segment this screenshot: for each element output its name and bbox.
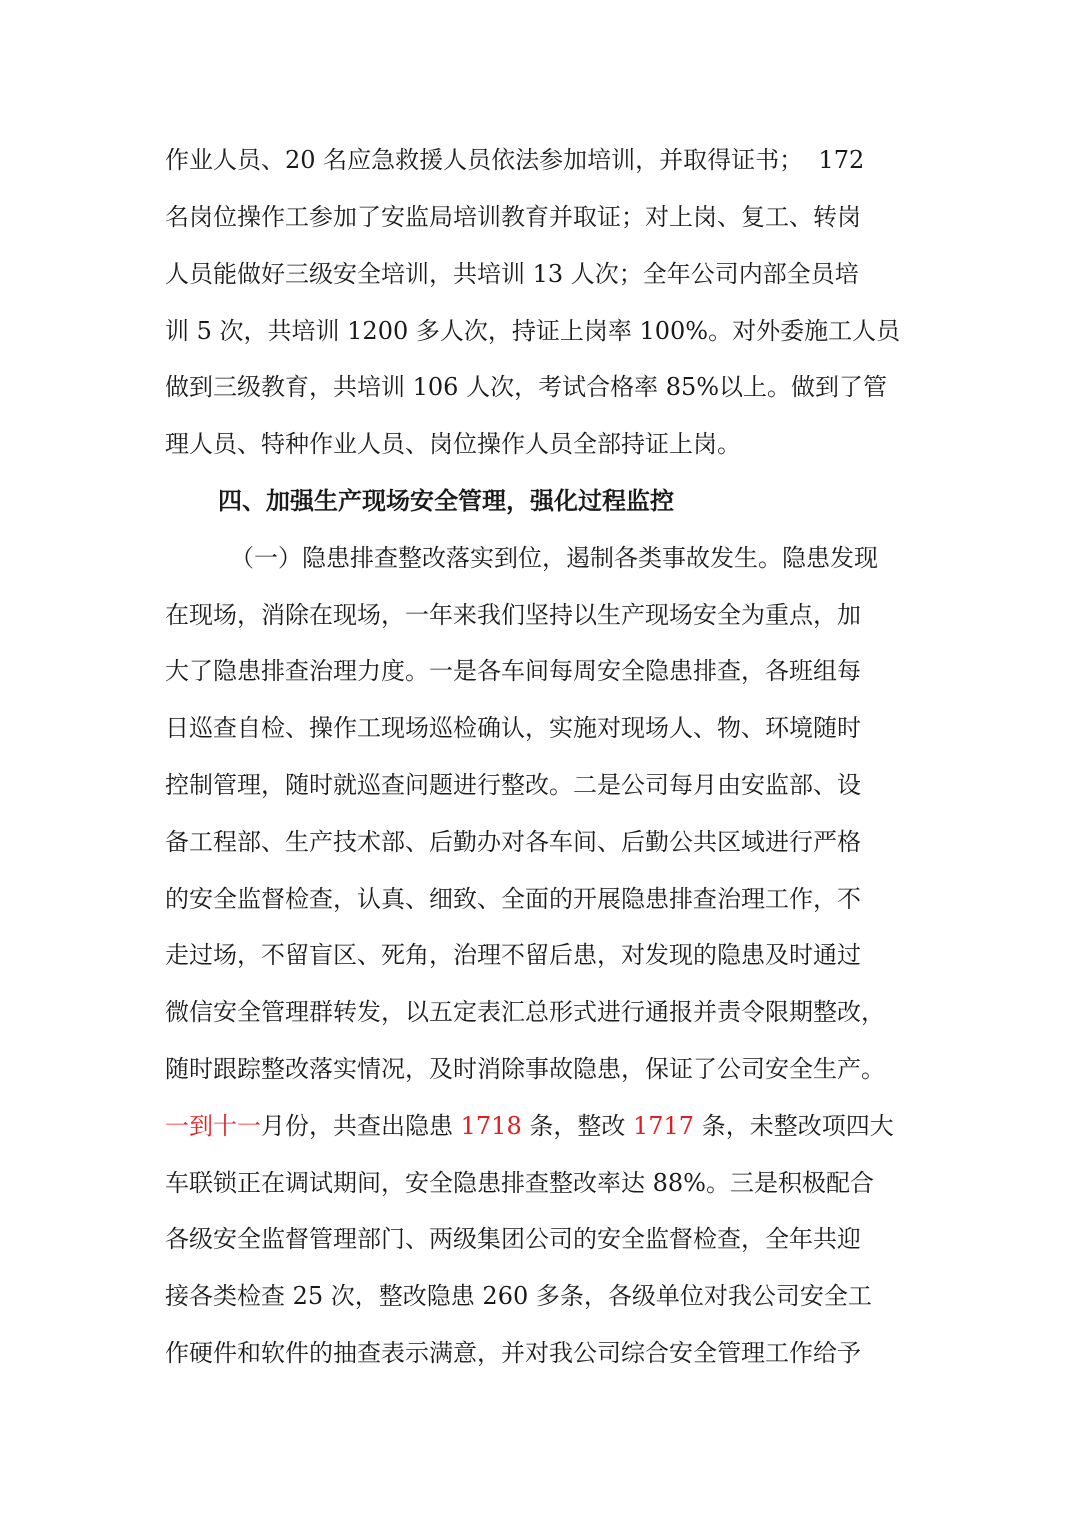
text-line bbox=[165, 197, 900, 237]
text-line-content: 日巡查自检、操作工现场巡检确认，实施对现场人、物、环境随时 bbox=[165, 714, 861, 742]
text-line-content: 各级安全监督管理部门、两级集团公司的安全监督检查，全年共迎 bbox=[165, 1225, 861, 1253]
text-line bbox=[165, 140, 900, 180]
text-line bbox=[165, 1219, 900, 1259]
text-line-content: 的安全监督检查，认真、细致、全面的开展隐患排查治理工作，不 bbox=[165, 885, 861, 913]
text-line bbox=[165, 992, 900, 1032]
text-line bbox=[165, 424, 900, 464]
text-line-content: 作硬件和软件的抽查表示满意，并对我公司综合安全管理工作给予 bbox=[165, 1339, 861, 1367]
text-line bbox=[165, 1049, 900, 1089]
text-line-content: 备工程部、生产技术部、后勤办对各车间、后勤公共区域进行严格 bbox=[165, 828, 861, 856]
text-line-content: 接各类检查 25 次，整改隐患 260 多条，各级单位对我公司安全工 bbox=[165, 1282, 872, 1310]
text-line bbox=[165, 1333, 900, 1373]
text-line bbox=[230, 538, 900, 578]
text-line bbox=[165, 1276, 900, 1316]
text-line-content: 理人员、特种作业人员、岗位操作人员全部持证上岗。 bbox=[165, 430, 741, 458]
text-line-content: 在现场，消除在现场，一年来我们坚持以生产现场安全为重点，加 bbox=[165, 601, 861, 629]
text-line bbox=[165, 595, 900, 635]
highlight-text: 一到十一 bbox=[165, 1112, 261, 1140]
text-line bbox=[165, 367, 900, 407]
text-line-content: 微信安全管理群转发，以五定表汇总形式进行通报并责令限期整改， bbox=[165, 998, 885, 1026]
text-line bbox=[165, 935, 900, 975]
text-line-content: 大了隐患排查治理力度。一是各车间每周安全隐患排查，各班组每 bbox=[165, 657, 861, 685]
text-segment: 条，未整改项四大 bbox=[694, 1112, 894, 1140]
text-line-content: 车联锁正在调试期间，安全隐患排查整改率达 88%。三是积极配合 bbox=[165, 1169, 874, 1197]
text-line-content: 做到三级教育，共培训 106 人次，考试合格率 85%以上。做到了管 bbox=[165, 373, 888, 401]
text-line-content: 训 5 次，共培训 1200 多人次，持证上岗率 100%。对外委施工人员 bbox=[165, 317, 901, 345]
text-line bbox=[165, 651, 900, 691]
text-segment: 月份，共查出隐患 bbox=[261, 1112, 461, 1140]
text-line bbox=[165, 879, 900, 919]
highlighted-text-line bbox=[165, 1106, 900, 1146]
text-segment: 条，整改 bbox=[521, 1112, 633, 1140]
text-line-content: （一）隐患排查整改落实到位，遏制各类事故发生。隐患发现 bbox=[230, 544, 878, 572]
text-line-content: 控制管理，随时就巡查问题进行整改。二是公司每月由安监部、设 bbox=[165, 771, 861, 799]
text-line-content: 随时跟踪整改落实情况，及时消除事故隐患，保证了公司安全生产。 bbox=[165, 1055, 885, 1083]
text-line bbox=[165, 822, 900, 862]
text-line bbox=[165, 765, 900, 805]
highlight-number: 1717 bbox=[632, 1112, 695, 1140]
text-line-content: 作业人员、20 名应急救援人员依法参加培训，并取得证书； 172 bbox=[165, 146, 865, 174]
text-line-content: 人员能做好三级安全培训，共培训 13 人次；全年公司内部全员培 bbox=[165, 260, 859, 288]
text-line bbox=[165, 708, 900, 748]
text-line-content: 走过场，不留盲区、死角，治理不留后患，对发现的隐患及时通过 bbox=[165, 941, 861, 969]
highlight-number: 1718 bbox=[460, 1112, 522, 1140]
text-line bbox=[165, 1163, 900, 1203]
section-heading: 四、加强生产现场安全管理，强化过程监控 bbox=[218, 487, 674, 515]
text-line bbox=[165, 311, 900, 351]
text-line bbox=[165, 254, 900, 294]
text-line-content: 名岗位操作工参加了安监局培训教育并取证；对上岗、复工、转岗 bbox=[165, 203, 861, 231]
